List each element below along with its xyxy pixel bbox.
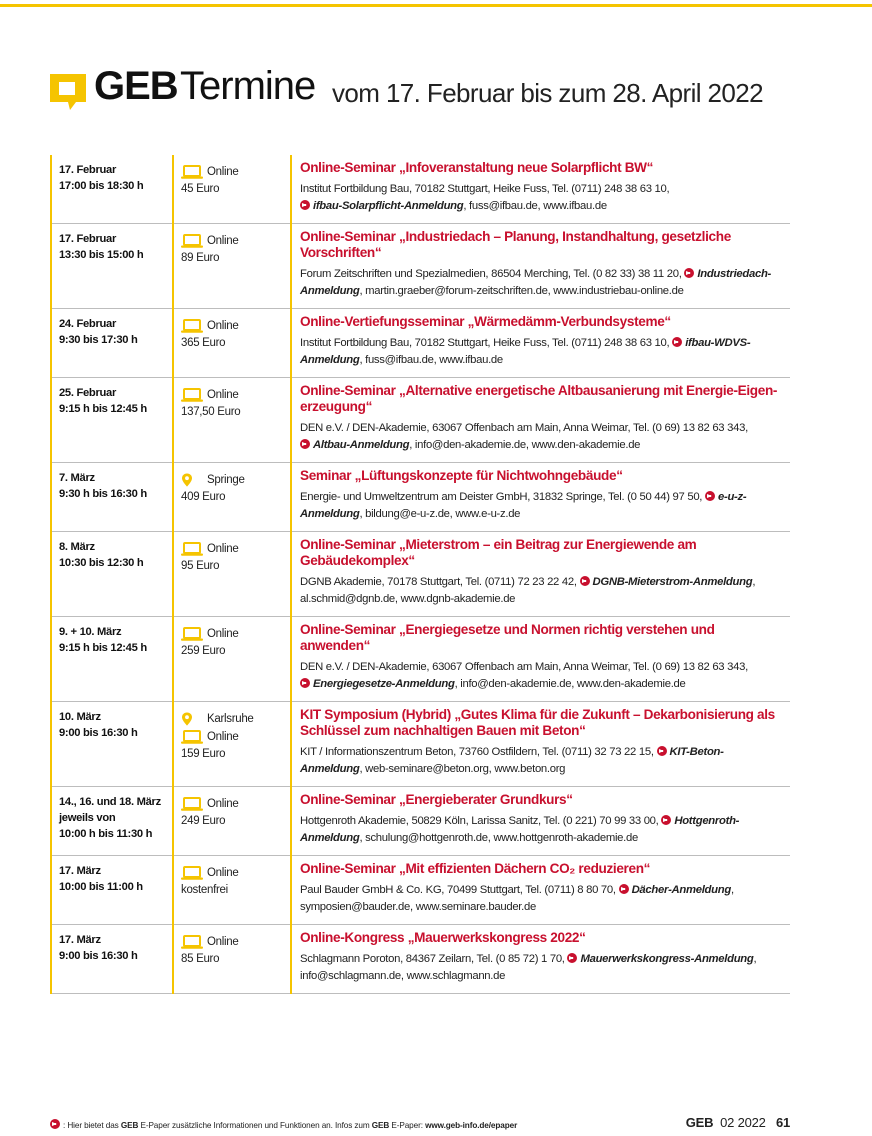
registration-link[interactable]: Dächer-Anmeldung: [631, 884, 731, 896]
location-line: [181, 471, 290, 489]
event-info: [292, 463, 790, 531]
event-row: [51, 617, 790, 702]
page-number: 61: [775, 1115, 790, 1130]
event-day: 8. März: [59, 541, 95, 553]
event-date: [52, 532, 172, 579]
contact-text: , fuss@ifbau.de, www.ifbau.de: [463, 200, 607, 212]
event-info: [292, 532, 790, 616]
event-date: [52, 787, 172, 850]
location-label: Online: [207, 543, 239, 555]
info-cell: [291, 702, 790, 787]
event-organizer: [300, 951, 784, 985]
event-date: [52, 378, 172, 425]
event-time: 9:00 bis 16:30 h: [59, 727, 138, 739]
location-cell: [173, 224, 291, 309]
event-price: 89 Euro: [181, 252, 220, 264]
event-title: Seminar „Lüftungskonzepte für Nichtwohngebäude“: [300, 468, 623, 483]
location-label: Online: [207, 389, 239, 401]
info-cell: [291, 856, 790, 925]
event-title: Online-Seminar „Energiegesetze und Normen richtig verstehen und anwenden“: [300, 622, 715, 653]
info-cell: [291, 378, 790, 463]
event-location: [174, 787, 290, 837]
contact-text: , bildung@e-u-z.de, www.e-u-z.de: [359, 508, 521, 520]
location-line: [181, 540, 290, 558]
event-info: [292, 702, 790, 786]
location-label: Online: [207, 798, 239, 810]
event-location: [174, 309, 290, 359]
event-row: [51, 463, 790, 532]
laptop-icon: [181, 797, 203, 811]
event-info: [292, 617, 790, 701]
info-cell: [291, 463, 790, 532]
event-info: [292, 155, 790, 223]
issue-number: 02 2022: [720, 1115, 766, 1130]
link-arrow-icon: [705, 491, 715, 501]
event-day: 14., 16. und 18. März: [59, 796, 161, 808]
laptop-icon: [181, 388, 203, 402]
organizer-text: DEN e.V. / DEN-Akademie, 63067 Offenbach am Main, Anna Weimar, Tel. (0 69) 13 82 63 343,: [300, 661, 748, 673]
event-time: 9:00 bis 16:30 h: [59, 950, 138, 962]
location-cell: [173, 702, 291, 787]
event-info: [292, 378, 790, 462]
event-row: [51, 309, 790, 378]
event-title: Online-Vertiefungsseminar „Wärmedämm-Verbundsysteme“: [300, 314, 671, 329]
location-line: [181, 386, 290, 404]
contact-text: , symposien@bauder.de, www.seminare.bauder.de: [300, 884, 734, 913]
event-title: Online-Seminar „Infoveranstaltung neue Solarpflicht BW“: [300, 160, 654, 175]
event-time: 9:15 h bis 12:45 h: [59, 642, 147, 654]
link-arrow-icon: [580, 576, 590, 586]
header-brand: GEB: [94, 64, 178, 108]
event-price: 409 Euro: [181, 491, 226, 503]
link-arrow-icon: [567, 953, 577, 963]
event-title: Online-Seminar „Mit effizienten Dächern CO₂ reduzieren“: [300, 861, 651, 876]
contact-text: , schulung@hottgenroth.de, www.hottgenroth-akademie.de: [359, 832, 638, 844]
laptop-icon: [181, 542, 203, 556]
contact-text: , info@schlagmann.de, www.schlagmann.de: [300, 953, 757, 982]
organizer-text: DEN e.V. / DEN-Akademie, 63067 Offenbach am Main, Anna Weimar, Tel. (0 69) 13 82 63 343,: [300, 422, 748, 434]
event-info: [292, 787, 790, 855]
location-cell: [173, 155, 291, 224]
location-line: [181, 728, 290, 746]
event-location: [174, 378, 290, 428]
location-pin-icon: [181, 473, 203, 487]
event-date: [52, 702, 172, 749]
registration-link[interactable]: e-u-z-Anmeldung: [300, 491, 747, 520]
contact-text: , web-seminare@beton.org, www.beton.org: [359, 763, 566, 775]
location-label: Springe: [207, 474, 245, 486]
event-price: 259 Euro: [181, 645, 226, 657]
event-location: [174, 702, 290, 770]
event-price: 249 Euro: [181, 815, 226, 827]
location-line: [181, 163, 290, 181]
registration-link[interactable]: Hottgenroth-Anmeldung: [300, 815, 740, 844]
registration-link[interactable]: DGNB-Mieterstrom-Anmeldung: [592, 576, 753, 588]
registration-link[interactable]: ifbau-Solarpflicht-Anmeldung: [313, 200, 464, 212]
event-row: [51, 856, 790, 925]
location-label: Online: [207, 320, 239, 332]
event-date: [52, 463, 172, 510]
registration-link[interactable]: Altbau-Anmeldung: [313, 439, 410, 451]
event-time: 10:30 bis 12:30 h: [59, 557, 144, 569]
registration-link[interactable]: ifbau-WDVS-Anmeldung: [300, 337, 751, 366]
link-arrow-icon: [300, 439, 310, 449]
location-cell: [173, 532, 291, 617]
organizer-text: Hottgenroth Akademie, 50829 Köln, Larissa Sanitz, Tel. (0 221) 70 99 33 00,: [300, 815, 659, 827]
registration-link[interactable]: Energiegesetze-Anmeldung: [313, 678, 455, 690]
location-line: [181, 933, 290, 951]
event-time: 9:30 bis 17:30 h: [59, 334, 138, 346]
info-cell: [291, 617, 790, 702]
laptop-icon: [181, 866, 203, 880]
event-time: 10:00 bis 11:00 h: [59, 881, 143, 893]
event-time: 9:30 h bis 16:30 h: [59, 488, 147, 500]
event-price: 95 Euro: [181, 560, 220, 572]
event-time: 17:00 bis 18:30 h: [59, 180, 144, 192]
event-title: KIT Symposium (Hybrid) „Gutes Klima für die Zukunft – Dekarbonisierung als Schlüssel zum nachhaltigen Bauen mit Beton“: [300, 707, 775, 738]
organizer-text: KIT / Informationszentrum Beton, 73760 Ostfildern, Tel. (0711) 32 73 22 15,: [300, 746, 654, 758]
event-price: 159 Euro: [181, 748, 226, 760]
info-cell: [291, 155, 790, 224]
link-arrow-icon: [661, 815, 671, 825]
page-header: [50, 66, 850, 116]
event-date: [52, 856, 172, 903]
info-cell: [291, 224, 790, 309]
epaper-note: : Hier bietet das GEB E-Paper zusätzliche Informationen und Funktionen an. Infos zum GEB E-Paper: www.geb-info.de/epaper: [50, 1119, 517, 1130]
event-time-2: 10:00 h bis 11:30 h: [59, 828, 153, 840]
laptop-icon: [181, 165, 203, 179]
event-title: Online-Seminar „Energieberater Grundkurs“: [300, 792, 573, 807]
date-cell: [51, 787, 173, 856]
event-date: [52, 925, 172, 972]
event-location: [174, 532, 290, 582]
event-row: [51, 532, 790, 617]
event-organizer: [300, 420, 784, 454]
laptop-icon: [181, 730, 203, 744]
organizer-text: Institut Fortbildung Bau, 70182 Stuttgart, Heike Fuss, Tel. (0711) 248 38 63 10,: [300, 337, 670, 349]
location-label: Online: [207, 166, 239, 178]
event-location: [174, 617, 290, 667]
event-price: 365 Euro: [181, 337, 226, 349]
location-cell: [173, 617, 291, 702]
event-organizer: [300, 489, 784, 523]
location-line: [181, 232, 290, 250]
laptop-icon: [181, 627, 203, 641]
date-cell: [51, 856, 173, 925]
date-cell: [51, 155, 173, 224]
event-location: [174, 463, 290, 513]
event-date: [52, 155, 172, 202]
link-arrow-icon: [672, 337, 682, 347]
date-range: vom 17. Februar bis zum 28. April 2022: [332, 78, 763, 108]
location-label: Online: [207, 936, 239, 948]
event-organizer: [300, 659, 784, 693]
info-cell: [291, 925, 790, 994]
event-date: [52, 309, 172, 356]
event-info: [292, 856, 790, 924]
event-row: [51, 702, 790, 787]
date-cell: [51, 702, 173, 787]
event-day: 25. Februar: [59, 387, 117, 399]
event-row: [51, 787, 790, 856]
info-cell: [291, 532, 790, 617]
event-info: [292, 309, 790, 377]
laptop-icon: [181, 234, 203, 248]
event-date: [52, 224, 172, 271]
link-arrow-icon: [300, 678, 310, 688]
event-day: 17. März: [59, 865, 101, 877]
laptop-icon: [181, 935, 203, 949]
event-organizer: [300, 574, 784, 608]
event-organizer: [300, 882, 784, 916]
contact-text: , info@den-akademie.de, www.den-akademie.de: [409, 439, 641, 451]
registration-link[interactable]: Industriedach-Anmeldung: [300, 268, 772, 297]
event-day: 17. März: [59, 934, 101, 946]
location-label: Online: [207, 731, 239, 743]
date-cell: [51, 463, 173, 532]
footer-brand: GEB: [685, 1115, 714, 1130]
event-day: 10. März: [59, 711, 101, 723]
location-cell: [173, 925, 291, 994]
event-title: Online-Seminar „Alternative energetische Altbausanierung mit Energie-Eigenerzeugung“: [300, 383, 778, 414]
organizer-text: DGNB Akademie, 70178 Stuttgart, Tel. (0711) 72 23 22 42,: [300, 576, 577, 588]
event-row: [51, 925, 790, 994]
event-price: 45 Euro: [181, 183, 220, 195]
event-date: [52, 617, 172, 664]
organizer-text: Schlagmann Poroton, 84367 Zeilarn, Tel. (0 85 72) 1 70,: [300, 953, 565, 965]
page-footer: [50, 1117, 790, 1133]
event-location: [174, 155, 290, 205]
event-row: [51, 155, 790, 224]
event-location: [174, 856, 290, 906]
event-organizer: [300, 744, 784, 778]
link-arrow-icon: [619, 884, 629, 894]
location-label: Online: [207, 867, 239, 879]
registration-link[interactable]: Mauerwerkskongress-Anmeldung: [580, 953, 754, 965]
event-row: [51, 224, 790, 309]
date-cell: [51, 224, 173, 309]
location-line: [181, 317, 290, 335]
date-cell: [51, 532, 173, 617]
event-title: Online-Seminar „Industriedach – Planung, Instandhaltung, gesetzliche Vorschriften“: [300, 229, 731, 260]
date-cell: [51, 378, 173, 463]
location-cell: [173, 856, 291, 925]
registration-link[interactable]: KIT-Beton-Anmeldung: [300, 746, 724, 775]
top-accent-line: [0, 4, 872, 7]
event-organizer: [300, 335, 784, 369]
event-day: 17. Februar: [59, 233, 117, 245]
location-label: Online: [207, 235, 239, 247]
event-time: jeweils von: [59, 812, 116, 824]
location-line: [181, 710, 290, 728]
organizer-text: Forum Zeitschriften und Spezialmedien, 86504 Merching, Tel. (0 82 33) 38 11 20,: [300, 268, 682, 280]
organizer-text: Paul Bauder GmbH & Co. KG, 70499 Stuttgart, Tel. (0711) 8 80 70,: [300, 884, 616, 896]
event-title: Online-Seminar „Mieterstrom – ein Beitrag zur Energiewende am Gebäudekomplex“: [300, 537, 697, 568]
organizer-text: Institut Fortbildung Bau, 70182 Stuttgart, Heike Fuss, Tel. (0711) 248 38 63 10,: [300, 183, 670, 195]
event-location: [174, 925, 290, 975]
event-organizer: [300, 813, 784, 847]
epaper-link[interactable]: www.geb-info.de/epaper: [425, 1121, 518, 1130]
page-number-block: [686, 1115, 790, 1130]
info-cell: [291, 787, 790, 856]
event-title: Online-Kongress „Mauerwerkskongress 2022“: [300, 930, 586, 945]
location-line: [181, 795, 290, 813]
link-arrow-icon: [300, 200, 310, 210]
location-line: [181, 625, 290, 643]
location-pin-icon: [181, 712, 203, 726]
location-cell: [173, 378, 291, 463]
contact-text: , fuss@ifbau.de, www.ifbau.de: [359, 354, 503, 366]
contact-text: , al.schmid@dgnb.de, www.dgnb-akademie.de: [300, 576, 756, 605]
laptop-icon: [181, 319, 203, 333]
organizer-text: Energie- und Umweltzentrum am Deister GmbH, 31832 Springe, Tel. (0 50 44) 97 50,: [300, 491, 703, 503]
event-price: kostenfrei: [181, 884, 228, 896]
event-day: 7. März: [59, 472, 95, 484]
link-arrow-icon: [50, 1119, 60, 1129]
page-title: Termine: [180, 64, 316, 108]
event-day: 9. + 10. März: [59, 626, 122, 638]
date-cell: [51, 309, 173, 378]
event-price: 85 Euro: [181, 953, 220, 965]
contact-text: , info@den-akademie.de, www.den-akademie.de: [454, 678, 686, 690]
info-cell: [291, 309, 790, 378]
location-line: [181, 864, 290, 882]
event-price: 137,50 Euro: [181, 406, 241, 418]
date-cell: [51, 925, 173, 994]
link-arrow-icon: [684, 268, 694, 278]
event-time: 9:15 h bis 12:45 h: [59, 403, 147, 415]
location-cell: [173, 463, 291, 532]
date-cell: [51, 617, 173, 702]
event-day: 24. Februar: [59, 318, 117, 330]
event-location: [174, 224, 290, 274]
link-arrow-icon: [657, 746, 667, 756]
event-organizer: [300, 181, 784, 215]
event-organizer: [300, 266, 784, 300]
location-label: Karlsruhe: [207, 713, 254, 725]
event-time: 13:30 bis 15:00 h: [59, 249, 144, 261]
location-label: Online: [207, 628, 239, 640]
events-table: [50, 155, 790, 994]
contact-text: , martin.graeber@forum-zeitschriften.de, www.industriebau-online.de: [359, 285, 684, 297]
event-info: [292, 224, 790, 308]
location-cell: [173, 309, 291, 378]
speech-bubble-logo-icon: [50, 74, 86, 110]
event-row: [51, 378, 790, 463]
event-info: [292, 925, 790, 993]
event-day: 17. Februar: [59, 164, 117, 176]
location-cell: [173, 787, 291, 856]
